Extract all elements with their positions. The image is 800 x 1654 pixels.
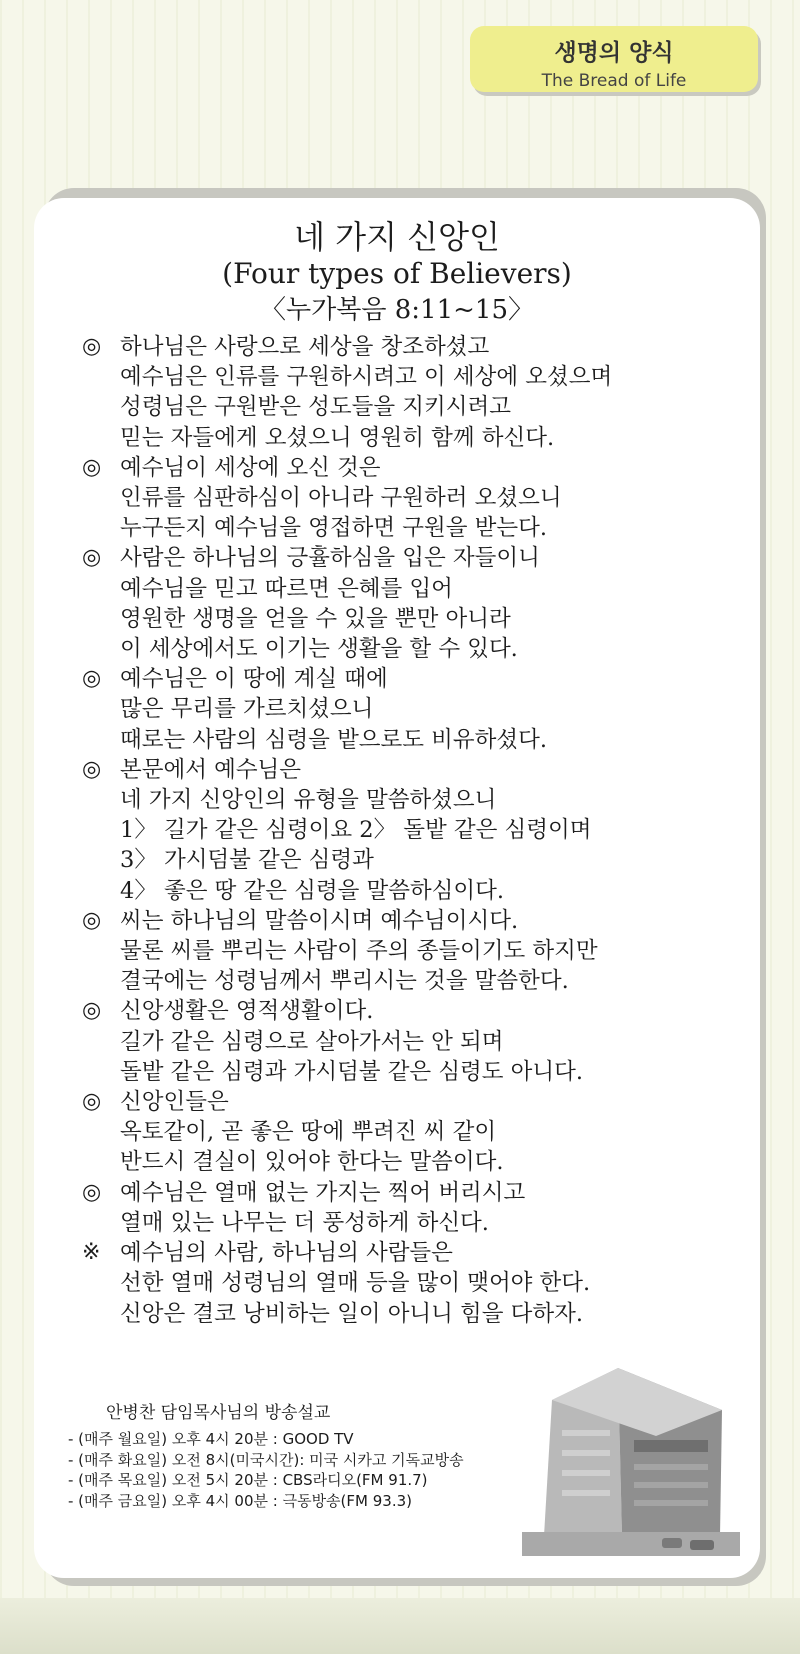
background-photo-strip	[0, 1598, 800, 1654]
church-building-icon	[522, 1340, 740, 1556]
sermon-line: 열매 있는 나무는 더 풍성하게 하신다.	[120, 1209, 489, 1236]
sermon-line: 씨는 하나님의 말씀이시며 예수님이시다.	[120, 907, 519, 934]
double-circle-bullet: ◎	[82, 1179, 102, 1205]
sermon-line: 예수님을 믿고 따르면 은혜를 입어	[120, 575, 453, 602]
sermon-line: 물론 씨를 뿌리는 사람이 주의 종들이기도 하지만	[120, 938, 598, 965]
sermon-line: 길가 같은 심령으로 살아가서는 안 되며	[120, 1028, 504, 1055]
sermon-line: 예수님의 사람, 하나님의 사람들은	[120, 1240, 453, 1267]
sermon-line: 3〉 가시덤불 같은 심령과	[120, 847, 374, 874]
sermon-line: 신앙인들은	[120, 1089, 229, 1116]
broadcast-title: 안병찬 담임목사님의 방송설교	[106, 1403, 331, 1423]
broadcast-item: - (매주 금요일) 오후 4시 00분 : 극동방송(FM 93.3)	[68, 1491, 412, 1510]
sermon-line: 결국에는 성령님께서 뿌리시는 것을 말씀한다.	[120, 968, 569, 995]
sermon-line: 신앙생활은 영적생활이다.	[120, 998, 374, 1025]
sermon-line: 하나님은 사랑으로 세상을 창조하셨고	[120, 334, 490, 360]
sermon-card	[34, 198, 760, 1578]
sermon-line: 이 세상에서도 이기는 생활을 할 수 있다.	[120, 636, 518, 663]
sermon-point	[82, 332, 752, 453]
sermon-line: 예수님은 인류를 구원하시려고 이 세상에 오셨으며	[120, 364, 613, 391]
sermon-line: 돌밭 같은 심령과 가시덤불 같은 심령도 아니다.	[120, 1058, 584, 1085]
broadcast-item: - (매주 화요일) 오전 8시(미국시간): 미국 시카고 기독교방송	[68, 1450, 464, 1469]
double-circle-bullet: ◎	[82, 907, 102, 933]
broadcast-item: - (매주 월요일) 오후 4시 20분 : GOOD TV	[68, 1430, 354, 1448]
broadcast-list	[68, 1429, 548, 1511]
sermon-line: 성령님은 구원받은 성도들을 지키시려고	[120, 394, 511, 421]
sermon-point	[82, 996, 752, 1087]
double-circle-bullet: ◎	[82, 454, 102, 480]
sermon-line: 반드시 결실이 있어야 한다는 말씀이다.	[120, 1149, 504, 1176]
sermon-point	[82, 1178, 752, 1238]
reference-mark-bullet: ※	[82, 1240, 101, 1266]
sermon-point	[82, 543, 752, 664]
double-circle-bullet: ◎	[82, 756, 102, 782]
sermon-subtitle: (Four types of Believers)	[222, 257, 572, 290]
badge-korean-title: 생명의 양식	[554, 40, 674, 66]
sermon-line: 때로는 사람의 심령을 밭으로도 비유하셨다.	[120, 726, 547, 753]
sermon-point	[82, 664, 752, 755]
sermon-line: 1〉 길가 같은 심령이요 2〉 돌밭 같은 심령이며	[120, 817, 592, 844]
double-circle-bullet: ◎	[82, 666, 102, 692]
sermon-line: 영원한 생명을 얻을 수 있을 뿐만 아니라	[120, 605, 511, 632]
sermon-line: 사람은 하나님의 긍휼하심을 입은 자들이니	[120, 545, 540, 572]
sermon-line: 많은 무리를 가르치셨으니	[120, 696, 374, 723]
sermon-line: 네 가지 신앙인의 유형을 말씀하셨으니	[120, 787, 497, 814]
badge-english-title: The Bread of Life	[541, 71, 687, 91]
double-circle-bullet: ◎	[82, 334, 102, 359]
sermon-line: 신앙은 결코 낭비하는 일이 아니니 힘을 다하자.	[120, 1300, 584, 1327]
sermon-line: 예수님은 열매 없는 가지는 찍어 버리시고	[120, 1179, 526, 1206]
sermon-header	[34, 218, 760, 328]
broadcast-schedule	[68, 1398, 548, 1511]
sermon-points	[82, 332, 752, 1329]
sermon-line: 옥토같이, 곧 좋은 땅에 뿌려진 씨 같이	[120, 1119, 497, 1146]
scripture-reference: 〈누가복음 8:11~15〉	[260, 295, 534, 325]
sermon-line: 누구든지 예수님을 영접하면 구원을 받는다.	[120, 515, 547, 542]
broadcast-item: - (매주 목요일) 오전 5시 20분 : CBS라디오(FM 91.7)	[68, 1471, 428, 1489]
sermon-line: 본문에서 예수님은	[120, 756, 302, 783]
double-circle-bullet: ◎	[82, 1089, 102, 1115]
sermon-point	[82, 1087, 752, 1178]
bread-of-life-badge	[470, 26, 758, 92]
sermon-title: 네 가지 신앙인	[294, 218, 500, 256]
sermon-point	[82, 453, 752, 544]
sermon-line: 선한 열매 성령님의 열매 등을 많이 맺어야 한다.	[120, 1270, 591, 1297]
sermon-line: 예수님이 세상에 오신 것은	[120, 454, 381, 481]
double-circle-bullet: ◎	[82, 998, 102, 1024]
sermon-point	[82, 1238, 752, 1329]
sermon-point	[82, 755, 752, 906]
sermon-line: 믿는 자들에게 오셨으니 영원히 함께 하신다.	[120, 424, 555, 451]
sermon-line: 4〉 좋은 땅 같은 심령을 말씀하심이다.	[120, 877, 505, 904]
sermon-line: 인류를 심판하심이 아니라 구원하러 오셨으니	[120, 485, 562, 512]
sermon-point	[82, 906, 752, 997]
sermon-line: 예수님은 이 땅에 계실 때에	[120, 666, 388, 693]
double-circle-bullet: ◎	[82, 545, 102, 571]
